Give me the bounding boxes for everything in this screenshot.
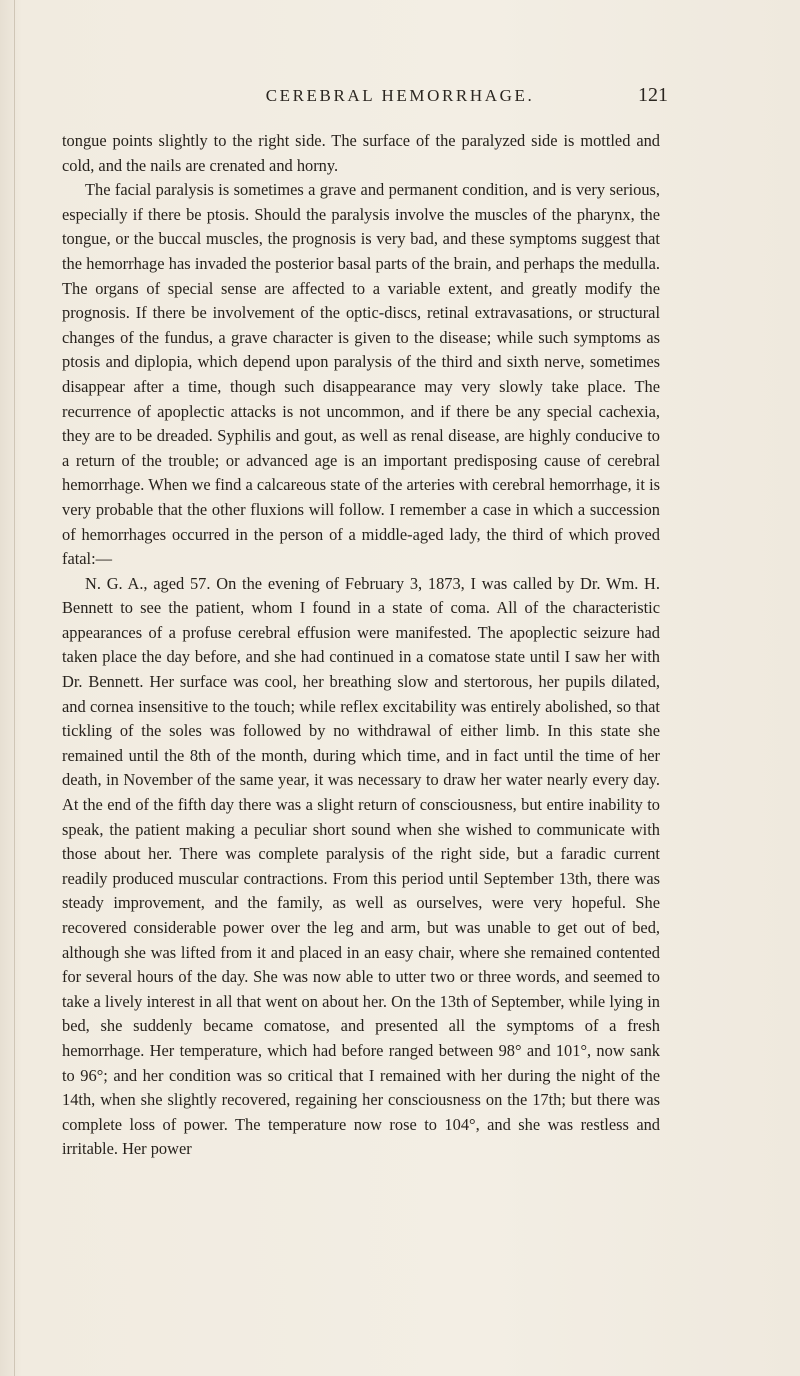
binding-gutter [14,0,15,1376]
body-text [62,129,660,1162]
paragraph-continuation: tongue points slightly to the right side. The surface of the paralyzed side is mottled and cold, and the nails are crenated and horny. [62,131,660,175]
page-number: 121 [638,84,668,106]
running-head [0,86,800,116]
running-title: CEREBRAL HEMORRHAGE. [265,86,535,105]
paragraph-prognosis: The facial paralysis is sometimes a grave and permanent condition, and is very serious, especially if there be ptosis. Should the paralysis involve the muscles of the pharynx, the tongue, or the buccal muscles, the prognosis is very bad, and these symptoms suggest that the hemorrhage has invaded the posterior basal parts of the brain, and perhaps the medulla. The organs of special sense are affected to a variable extent, and greatly modify the prognosis. If there be involvement of the optic-discs, retinal extravasations, or structural changes of the fundus, a grave character is given to the disease; while such symptoms as ptosis and diplopia, which depend upon paralysis of the third and sixth nerve, sometimes disappear after a time, though such disappearance may very slowly take place. The recurrence of apoplectic attacks is not uncommon, and if there be any special cachexia, they are to be dreaded. Syphilis and gout, as well as renal disease, are highly conducive to a return of the trouble; or advanced age is an important predisposing cause of cerebral hemorrhage. When we find a calcareous state of the arteries with cerebral hemorrhage, it is very probable that the other fluxions will follow. I remember a case in which a succession of hemorrhages occurred in the person of a middle-aged lady, the third of which proved fatal:— [62,180,660,569]
paragraph-case-report: N. G. A., aged 57. On the evening of February 3, 1873, I was called by Dr. Wm. H. Bennett to see the patient, whom I found in a state of coma. All of the characteristic appearances of a profuse cerebral effusion were manifested. The apoplectic seizure had taken place the day before, and she had continued in a comatose state until I saw her with Dr. Bennett. Her surface was cool, her breathing slow and stertorous, her pupils dilated, and cornea insensitive to the touch; while reflex excitability was entirely abolished, so that tickling of the soles was followed by no withdrawal of either limb. In this state she remained until the 8th of the month, during which time, and in fact until the time of her death, in November of the same year, it was necessary to draw her water nearly every day. At the end of the fifth day there was a slight return of consciousness, but entire inability to speak, the patient making a peculiar short sound when she wished to communicate with those about her. There was complete paralysis of the right side, but a faradic current readily produced muscular contractions. From this period until September 13th, there was steady improvement, and the family, as well as ourselves, were very hopeful. She recovered considerable power over the leg and arm, but was unable to get out of bed, although she was lifted from it and placed in an easy chair, where she remained contented for several hours of the day. She was now able to utter two or three words, and seemed to take a lively interest in all that went on about her. On the 13th of September, while lying in bed, she suddenly became comatose, and presented all the symptoms of a fresh hemorrhage. Her temperature, which had before ranged between 98° and 101°, now sank to 96°; and her condition was so critical that I remained with her during the night of the 14th, when she slightly recovered, regaining her consciousness on the 17th; but there was complete loss of power. The temperature now rose to 104°, and she was restless and irritable. Her power [62,573,660,1159]
